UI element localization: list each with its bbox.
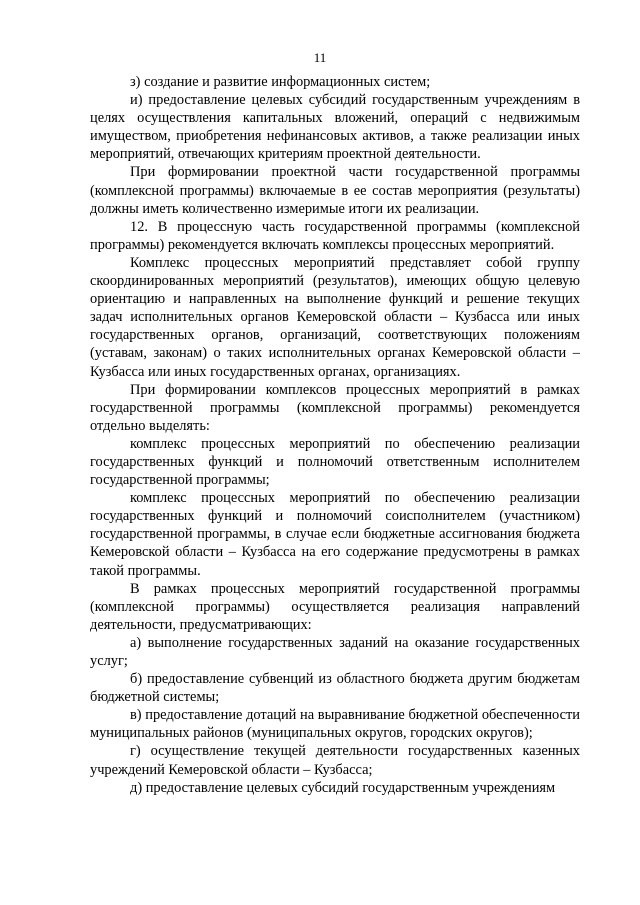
paragraph-responsible-executor: комплекс процессных мероприятий по обеспечению реализации государственных функций и полномочий ответственным исполнителем государственной программы; xyxy=(90,435,580,489)
list-item-v: в) предоставление дотаций на выравнивание бюджетной обеспеченности муниципальных районов (муниципальных округов, городских округов); xyxy=(90,707,580,742)
paragraph-process-activities: В рамках процессных мероприятий государственной программы (комплексной программы) осуществляется реализация направлений деятельности, предусматривающих: xyxy=(90,580,580,633)
page-number: 11 xyxy=(313,50,327,65)
paragraph-project-part: При формировании проектной части государственной программы (комплексной программы) включаемые в ее состав мероприятия (результаты) должны иметь количественно измеримые итоги их реализации. xyxy=(90,164,580,217)
list-item-a: а) выполнение государственных заданий на оказание государственных услуг; xyxy=(90,634,580,669)
paragraph-complex-formation: При формировании комплексов процессных мероприятий в рамках государственной программы (комплексной программы) рекомендуется отдельно выделять: xyxy=(90,381,580,434)
paragraph-item-z: з) создание и развитие информационных систем; xyxy=(130,74,431,90)
paragraph-item-i: и) предоставление целевых субсидий государственным учреждениям в целях осуществления капитальных вложений, операций с недвижимым имуществом, приобретения нефинансовых активов, а также реализации иных мероприятий, отвечающих критериям проектной деятельности. xyxy=(90,92,580,163)
list-item-d: д) предоставление целевых субсидий государственным учреждениям xyxy=(130,779,556,796)
document-body xyxy=(90,73,580,797)
paragraph-section-12: 12. В процессную часть государственной программы (комплексной программы) рекомендуется включать комплексы процессных мероприятий. xyxy=(90,218,580,253)
list-item-b: б) предоставление субвенций из областного бюджета другим бюджетам бюджетной системы; xyxy=(90,671,580,706)
list-item-g: г) осуществление текущей деятельности государственных казенных учреждений Кемеровской области – Кузбасса; xyxy=(90,743,580,778)
paragraph-complex-definition: Комплекс процессных мероприятий представляет собой группу скоординированных мероприятий (результатов), имеющих общую целевую ориентацию и направленных на выполнение функций и решение текущих задач исполнительных органов Кемеровской области – Кузбасса или иных государственных органов, организаций, соответствующих положениям (уставам, законам) о таких исполнительных органах Кемеровской области – Кузбасса или иных государственных органах, организациях. xyxy=(90,254,580,380)
paragraph-co-executor: комплекс процессных мероприятий по обеспечению реализации государственных функций и полномочий соисполнителем (участником) государственной программы, в случае если бюджетные ассигнования бюджета Кемеровской области – Кузбасса на его содержание предусмотрены в рамках такой программы. xyxy=(90,490,580,579)
